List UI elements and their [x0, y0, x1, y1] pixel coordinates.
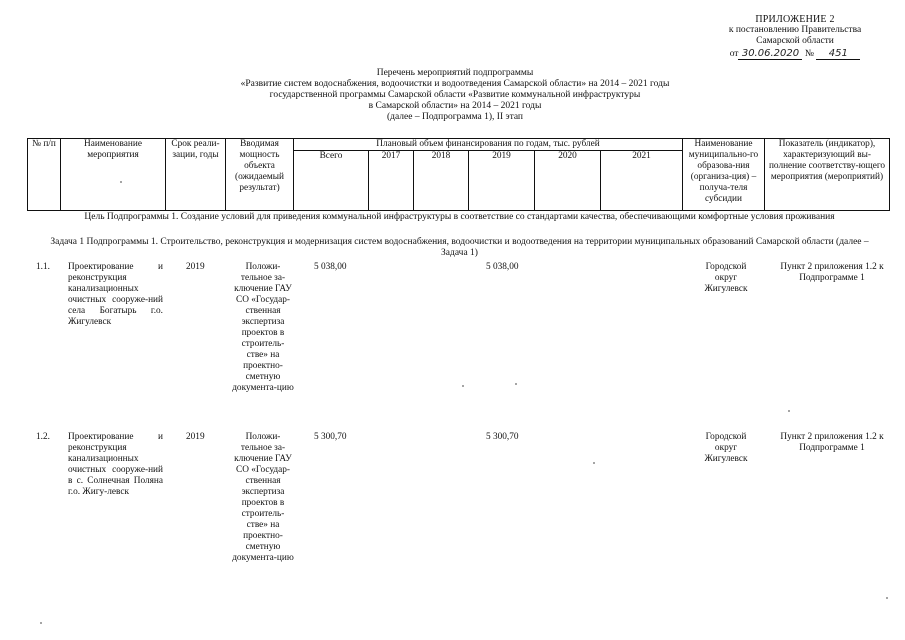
row-total: 5 300,70	[314, 432, 347, 442]
heading-line-1: Перечень мероприятий подпрограммы	[376, 68, 534, 78]
handwritten-date: 30.06.2020	[738, 48, 802, 60]
from-label: от	[729, 49, 739, 59]
heading-line-4: в Самарской области» на 2014 – 2021 годы	[368, 101, 542, 111]
appendix-block	[690, 14, 900, 60]
header-name: Наименование мероприятия	[61, 139, 166, 211]
row-indicator: Пункт 2 приложения 1.2 к Подпрограмме 1	[780, 432, 884, 453]
scan-speck	[593, 462, 595, 464]
heading-line-5: (далее – Подпрограмма 1), II этап	[386, 112, 524, 122]
row-term: 2019	[186, 262, 205, 272]
appendix-line-2: Самарской области	[756, 36, 834, 46]
header-total: Всего	[294, 151, 369, 211]
goal-heading: Цель Подпрограммы 1. Создание условий для приведения коммунальной инфраструктуры в соответствие со стандартами качества, обеспечивающими комфортные условия проживания	[84, 212, 835, 222]
header-municipality: Наименование муниципально-го образова-ния (организа-ция) – получа-теля субсидии	[683, 139, 765, 211]
header-2019: 2019	[469, 151, 535, 211]
row-term: 2019	[186, 432, 205, 442]
row-num: 1.1.	[36, 262, 50, 272]
row-capacity: Положи-тельное за-ключение ГАУ СО «Государ-ственная экспертиза проектов в строитель-стве» на проектно-сметную документа-цию	[232, 262, 294, 393]
scan-speck	[120, 181, 122, 183]
row-municipality: Городской округ Жигулевск	[704, 432, 748, 464]
row-name: Проектирование и реконструкция канализационных очистных сооруже-ний села Богатырь г.о. Жигулевск	[68, 262, 163, 327]
header-table	[27, 138, 890, 211]
header-capacity: Вводимая мощность объекта (ожидаемый результат)	[226, 139, 294, 211]
header-funding-group: Плановый объем финансирования по годам, тыс. рублей	[294, 139, 683, 151]
handwritten-number: 451	[816, 48, 860, 60]
header-term: Срок реали-зации, годы	[166, 139, 226, 211]
row-indicator: Пункт 2 приложения 1.2 к Подпрограмме 1	[780, 262, 884, 283]
row-municipality: Городской округ Жигулевск	[704, 262, 748, 294]
row-num: 1.2.	[36, 432, 50, 442]
scan-speck	[462, 385, 464, 387]
scan-speck	[515, 383, 517, 385]
task-heading: Задача 1 Подпрограммы 1. Строительство, реконструкция и модернизация систем водоснабжения, водоочистки и водоотведения на территории муниципальных образований Самарской области (далее – Задача 1)	[50, 237, 869, 258]
number-label: №	[804, 49, 814, 59]
row-name: Проектирование и реконструкция канализационных очистных сооруже-ний в с. Солнечная Поляна г.о. Жигу-левск	[68, 432, 163, 497]
scan-speck	[886, 597, 888, 599]
appendix-date-line	[690, 48, 900, 60]
header-2020: 2020	[535, 151, 601, 211]
row-total: 5 038,00	[314, 262, 347, 272]
scan-speck	[788, 410, 790, 412]
header-2017: 2017	[369, 151, 414, 211]
heading-line-2: «Развитие систем водоснабжения, водоочистки и водоотведения Самарской области» на 2014 – 2021 годы	[240, 79, 670, 89]
row-capacity: Положи-тельное за-ключение ГАУ СО «Государ-ственная экспертиза проектов в строитель-стве» на проектно-сметную документа-цию	[232, 432, 294, 563]
row-2019: 5 038,00	[486, 262, 519, 272]
appendix-line-1: к постановлению Правительства	[728, 25, 862, 35]
header-2021: 2021	[601, 151, 683, 211]
header-2018: 2018	[414, 151, 469, 211]
appendix-title: ПРИЛОЖЕНИЕ 2	[755, 14, 835, 25]
row-2019: 5 300,70	[486, 432, 519, 442]
document-heading	[170, 68, 740, 123]
heading-line-3: государственной программы Самарской области «Развитие коммунальной инфраструктуры	[269, 90, 641, 100]
header-num: № п/п	[28, 139, 61, 211]
scan-speck	[40, 622, 42, 624]
header-indicator: Показатель (индикатор), характеризующий вы-полнение соответству-ющего мероприятия (мероприятий)	[765, 139, 890, 211]
